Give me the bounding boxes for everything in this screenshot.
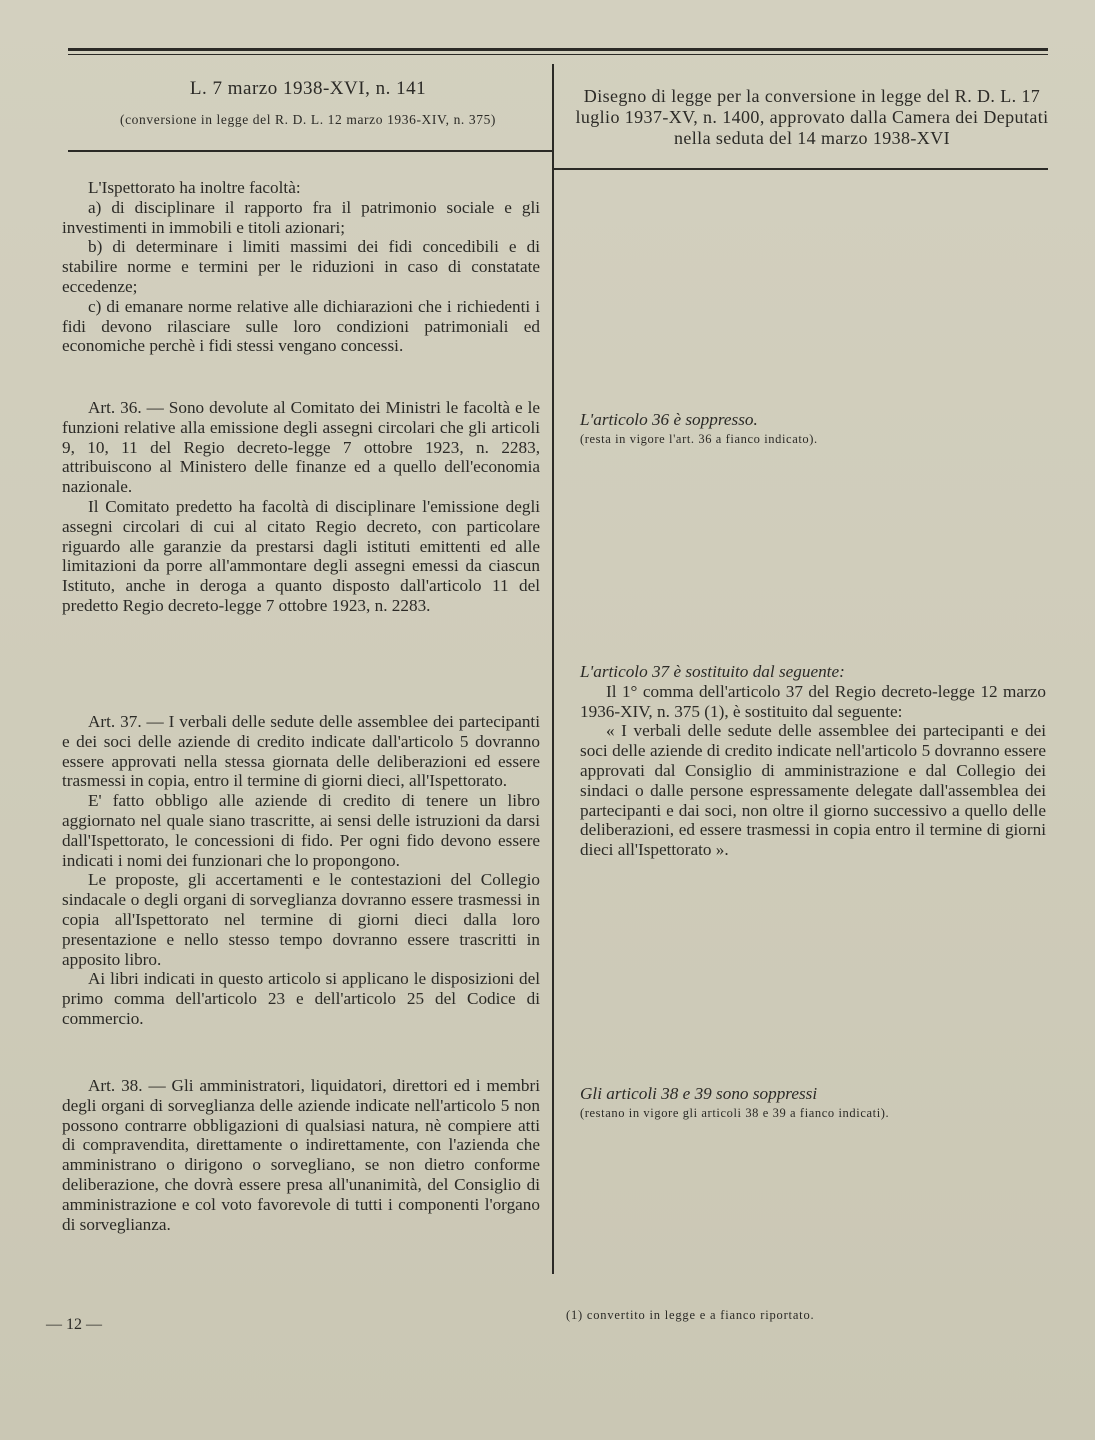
left-block-art38 <box>62 1076 540 1234</box>
right-art38-title: Gli articoli 38 e 39 sono soppressi <box>580 1084 818 1103</box>
right-block-art36 <box>580 410 1046 450</box>
header-left <box>68 78 548 128</box>
header-rule-left <box>68 150 552 152</box>
right-art37-paragraph-1: Il 1° comma dell'articolo 37 del Regio decreto-legge 12 marzo 1936-XIV, n. 375 (1), è sostituito dal seguente: <box>580 681 1046 721</box>
header-left-subtitle: (conversione in legge del R. D. L. 12 marzo 1936-XIV, n. 375) <box>119 112 497 127</box>
header-right-title: Disegno di legge per la conversione in legge del R. D. L. 17 luglio 1937-XV, n. 1400, approvato dalla Camera dei Deputati nella seduta del 14 marzo 1938-XVI <box>575 86 1049 148</box>
page-number: — 12 — <box>46 1316 102 1333</box>
right-art37-title: L'articolo 37 è sostituito dal seguente: <box>580 662 845 681</box>
intro-text: L'Ispettorato ha inoltre facoltà: <box>88 178 301 197</box>
header-rule-right <box>552 168 1048 170</box>
art36-paragraph-2: Il Comitato predetto ha facoltà di disciplinare l'emissione degli assegni circolari di cui al citato Regio decreto, con particolare riguardo alle garanzie da prestarsi dagli istituti emittenti ed alle limitazioni da porre all'ammontare degli assegni emessi da ciascun Istituto, anche in deroga a quanto disposto dall'articolo 11 del predetto Regio decreto-legge 7 ottobre 1923, n. 2283. <box>62 496 540 615</box>
top-rule <box>68 48 1048 51</box>
column-divider <box>552 64 554 1274</box>
item-a: a) di disciplinare il rapporto fra il patrimonio sociale e gli investimenti in immobili e titoli azionari; <box>62 197 540 237</box>
left-block-art37 <box>62 712 540 1029</box>
header-left-title: L. 7 marzo 1938-XVI, n. 141 <box>189 78 427 99</box>
item-b: b) di determinare i limiti massimi dei fidi concedibili e di stabilire norme e termini per le riduzioni in caso di constatate eccedenze; <box>62 237 540 296</box>
top-rule-thin <box>68 54 1048 55</box>
right-block-art37 <box>580 662 1046 860</box>
right-art37-paragraph-2: « I verbali delle sedute delle assemblee dei partecipanti e dei soci delle aziende di credito indicate nell'articolo 5 dovranno essere approvati dal Consiglio di amministrazione e dal Collegio dei sindaci o dalle persone espressamente delegate dall'assemblea dei partecipanti e dai soci, non oltre il giorno successivo a quello delle deliberazioni, ed essere trasmessi in copia entro il termine di giorni dieci all'Ispettorato ». <box>580 721 1046 860</box>
item-c: c) di emanare norme relative alle dichiarazioni che i richiedenti i fidi devono rilasciare sulle loro condizioni patrimoniali ed economiche perchè i fidi stessi vengano concessi. <box>62 296 540 356</box>
art37-paragraph-4: Ai libri indicati in questo articolo si applicano le disposizioni del primo comma dell'articolo 23 e dell'articolo 25 del Codice di commercio. <box>62 969 540 1028</box>
art38-paragraph-1: Art. 38. — Gli amministratori, liquidatori, direttori ed i membri degli organi di sorveglianza delle aziende indicate nell'articolo 5 non possono contrarre obbligazioni di qualsiasi natura, nè compiere atti di compravendita, direttamente o indirettamente, con l'azienda che amministrano o dirigono o sorvegliano, se non dietro conforme deliberazione, che dovrà essere presa all'unanimità, del Consiglio di amministrazione e col voto favorevole di tutti i componenti l'organo di sorveglianza. <box>62 1076 540 1234</box>
art37-paragraph-2: E' fatto obbligo alle aziende di credito di tenere un libro aggiornato nel quale siano trascritte, ai sensi delle istruzioni da darsi dall'Ispettorato, le concessioni di fido. Per ogni fido devono essere indicati i nomi dei funzionari che lo propongono. <box>62 791 540 870</box>
art37-paragraph-1: Art. 37. — I verbali delle sedute delle assemblee dei partecipanti e dei soci delle aziende di credito indicate dall'articolo 5 dovranno essere approvati nella stessa giornata delle deliberazioni ed essere trasmessi in copia, entro il termine di giorni dieci, all'Ispettorato. <box>62 712 540 791</box>
footnote: (1) convertito in legge e a fianco riportato. <box>566 1308 815 1322</box>
left-block-intro <box>62 178 540 356</box>
left-block-art36 <box>62 398 540 616</box>
art37-paragraph-3: Le proposte, gli accertamenti e le contestazioni del Collegio sindacale o degli organi di sorveglianza dovranno essere trasmessi in copia all'Ispettorato nel termine di giorni dieci dalla loro presentazione e nello stesso tempo dovranno essere trascritti in apposito libro. <box>62 870 540 969</box>
right-art36-note: (resta in vigore l'art. 36 a fianco indicato). <box>580 431 818 446</box>
right-art36-title: L'articolo 36 è soppresso. <box>580 410 758 429</box>
art36-paragraph-1: Art. 36. — Sono devolute al Comitato dei Ministri le facoltà e le funzioni relative alla emissione degli assegni circolari che gli articoli 9, 10, 11 del Regio decreto-legge 7 ottobre 1923, n. 2283, attribuiscono al Ministero delle finanze ed a quello dell'economia nazionale. <box>62 398 540 497</box>
right-art38-note: (restano in vigore gli articoli 38 e 39 a fianco indicati). <box>580 1105 890 1120</box>
right-block-art38 <box>580 1084 1046 1124</box>
